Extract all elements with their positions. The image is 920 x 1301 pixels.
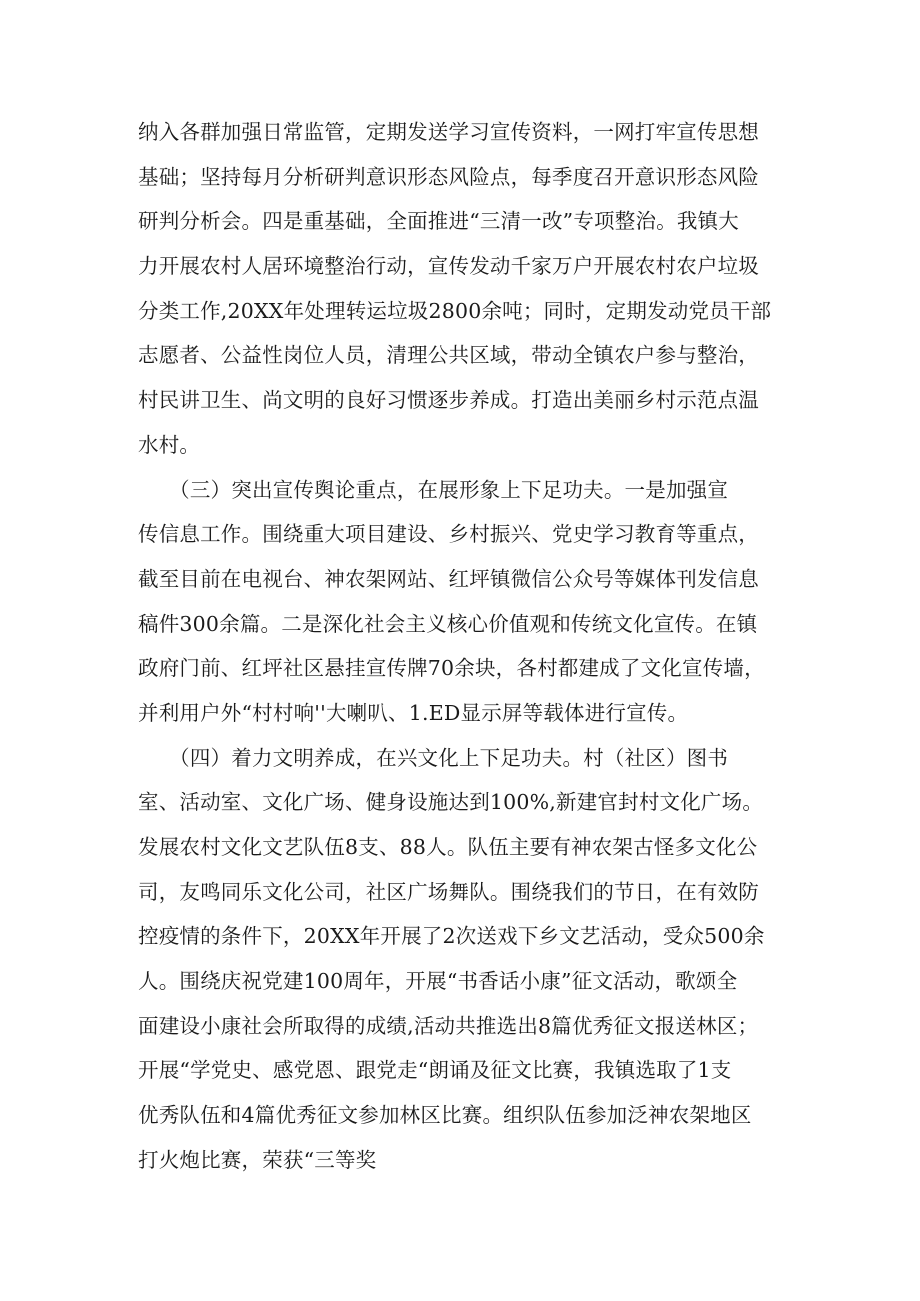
text-line: 室、活动室、文化广场、健身设施达到100%,新建官封村文化广场。 xyxy=(138,790,764,815)
text-line: 开展“学党史、感党恩、跟党走“朗诵及征文比赛，我镇选取了1支 xyxy=(138,1058,732,1083)
text-line: 优秀队伍和4篇优秀征文参加林区比赛。组织队伍参加泛神农架地区 xyxy=(138,1103,752,1128)
text-line: 基础；坚持每月分析研判意识形态风险点，每季度召开意识形态风险 xyxy=(138,164,759,189)
text-line: 传信息工作。围绕重大项目建设、乡村振兴、党史学习教育等重点， xyxy=(138,522,759,547)
paragraph-1 xyxy=(138,110,788,468)
text-line: （三）突出宣传舆论重点，在展形象上下足功夫。一是加强宣 xyxy=(138,477,729,502)
text-line: 水村。 xyxy=(138,432,201,457)
text-line: 发展农村文化文艺队伍8支、88人。队伍主要有神农架古怪多文化公 xyxy=(138,835,758,859)
text-line: 控疫情的条件下，20XX年开展了2次送戏下乡文艺活动，受众500余 xyxy=(138,924,765,949)
text-line: 面建设小康社会所取得的成绩,活动共推选出8篇优秀征文报送林区； xyxy=(138,1013,759,1038)
text-line: 政府门前、红坪社区悬挂宣传牌70余块，各村都建成了文化宣传墙， xyxy=(138,656,765,681)
text-line: 研判分析会。四是重基础，全面推进“三清一改”专项整治。我镇大 xyxy=(138,209,739,234)
document-body xyxy=(138,110,788,1183)
text-line: 村民讲卫生、尚文明的良好习惯逐步养成。打造出美丽乡村示范点温 xyxy=(138,388,759,413)
text-line: 截至目前在电视台、神农架网站、红坪镇微信公众号等媒体刊发信息 xyxy=(138,566,759,591)
text-line: 纳入各群加强日常监管，定期发送学习宣传资料，一网打牢宣传思想 xyxy=(138,120,759,144)
text-line: 并利用户外“村村响''大喇叭、1.ED显示屏等载体进行宣传。 xyxy=(138,700,689,725)
text-line: （四）着力文明养成，在兴文化上下足功夫。村（社区）图书 xyxy=(138,745,729,770)
text-line: 稿件300余篇。二是深化社会主义核心价值观和传统文化宣传。在镇 xyxy=(138,611,758,636)
text-line: 打火炮比赛，荣获“三等奖 xyxy=(138,1147,377,1172)
text-line: 人。围绕庆祝党建100周年，开展“书香话小康”征文活动，歌颂全 xyxy=(138,969,738,994)
text-line: 司，友鸣同乐文化公司，社区广场舞队。围绕我们的节日，在有效防 xyxy=(138,879,759,904)
text-line: 分类工作,20XX年处理转运垃圾2800余吨；同时，定期发动党员干部 xyxy=(138,298,772,323)
paragraph-3 xyxy=(138,736,788,1183)
paragraph-2 xyxy=(138,468,788,736)
text-line: 志愿者、公益性岗位人员，清理公共区域，带动全镇农户参与整治， xyxy=(138,343,759,368)
text-line: 力开展农村人居环境整治行动，宣传发动千家万户开展农村农户垃圾 xyxy=(138,254,759,279)
